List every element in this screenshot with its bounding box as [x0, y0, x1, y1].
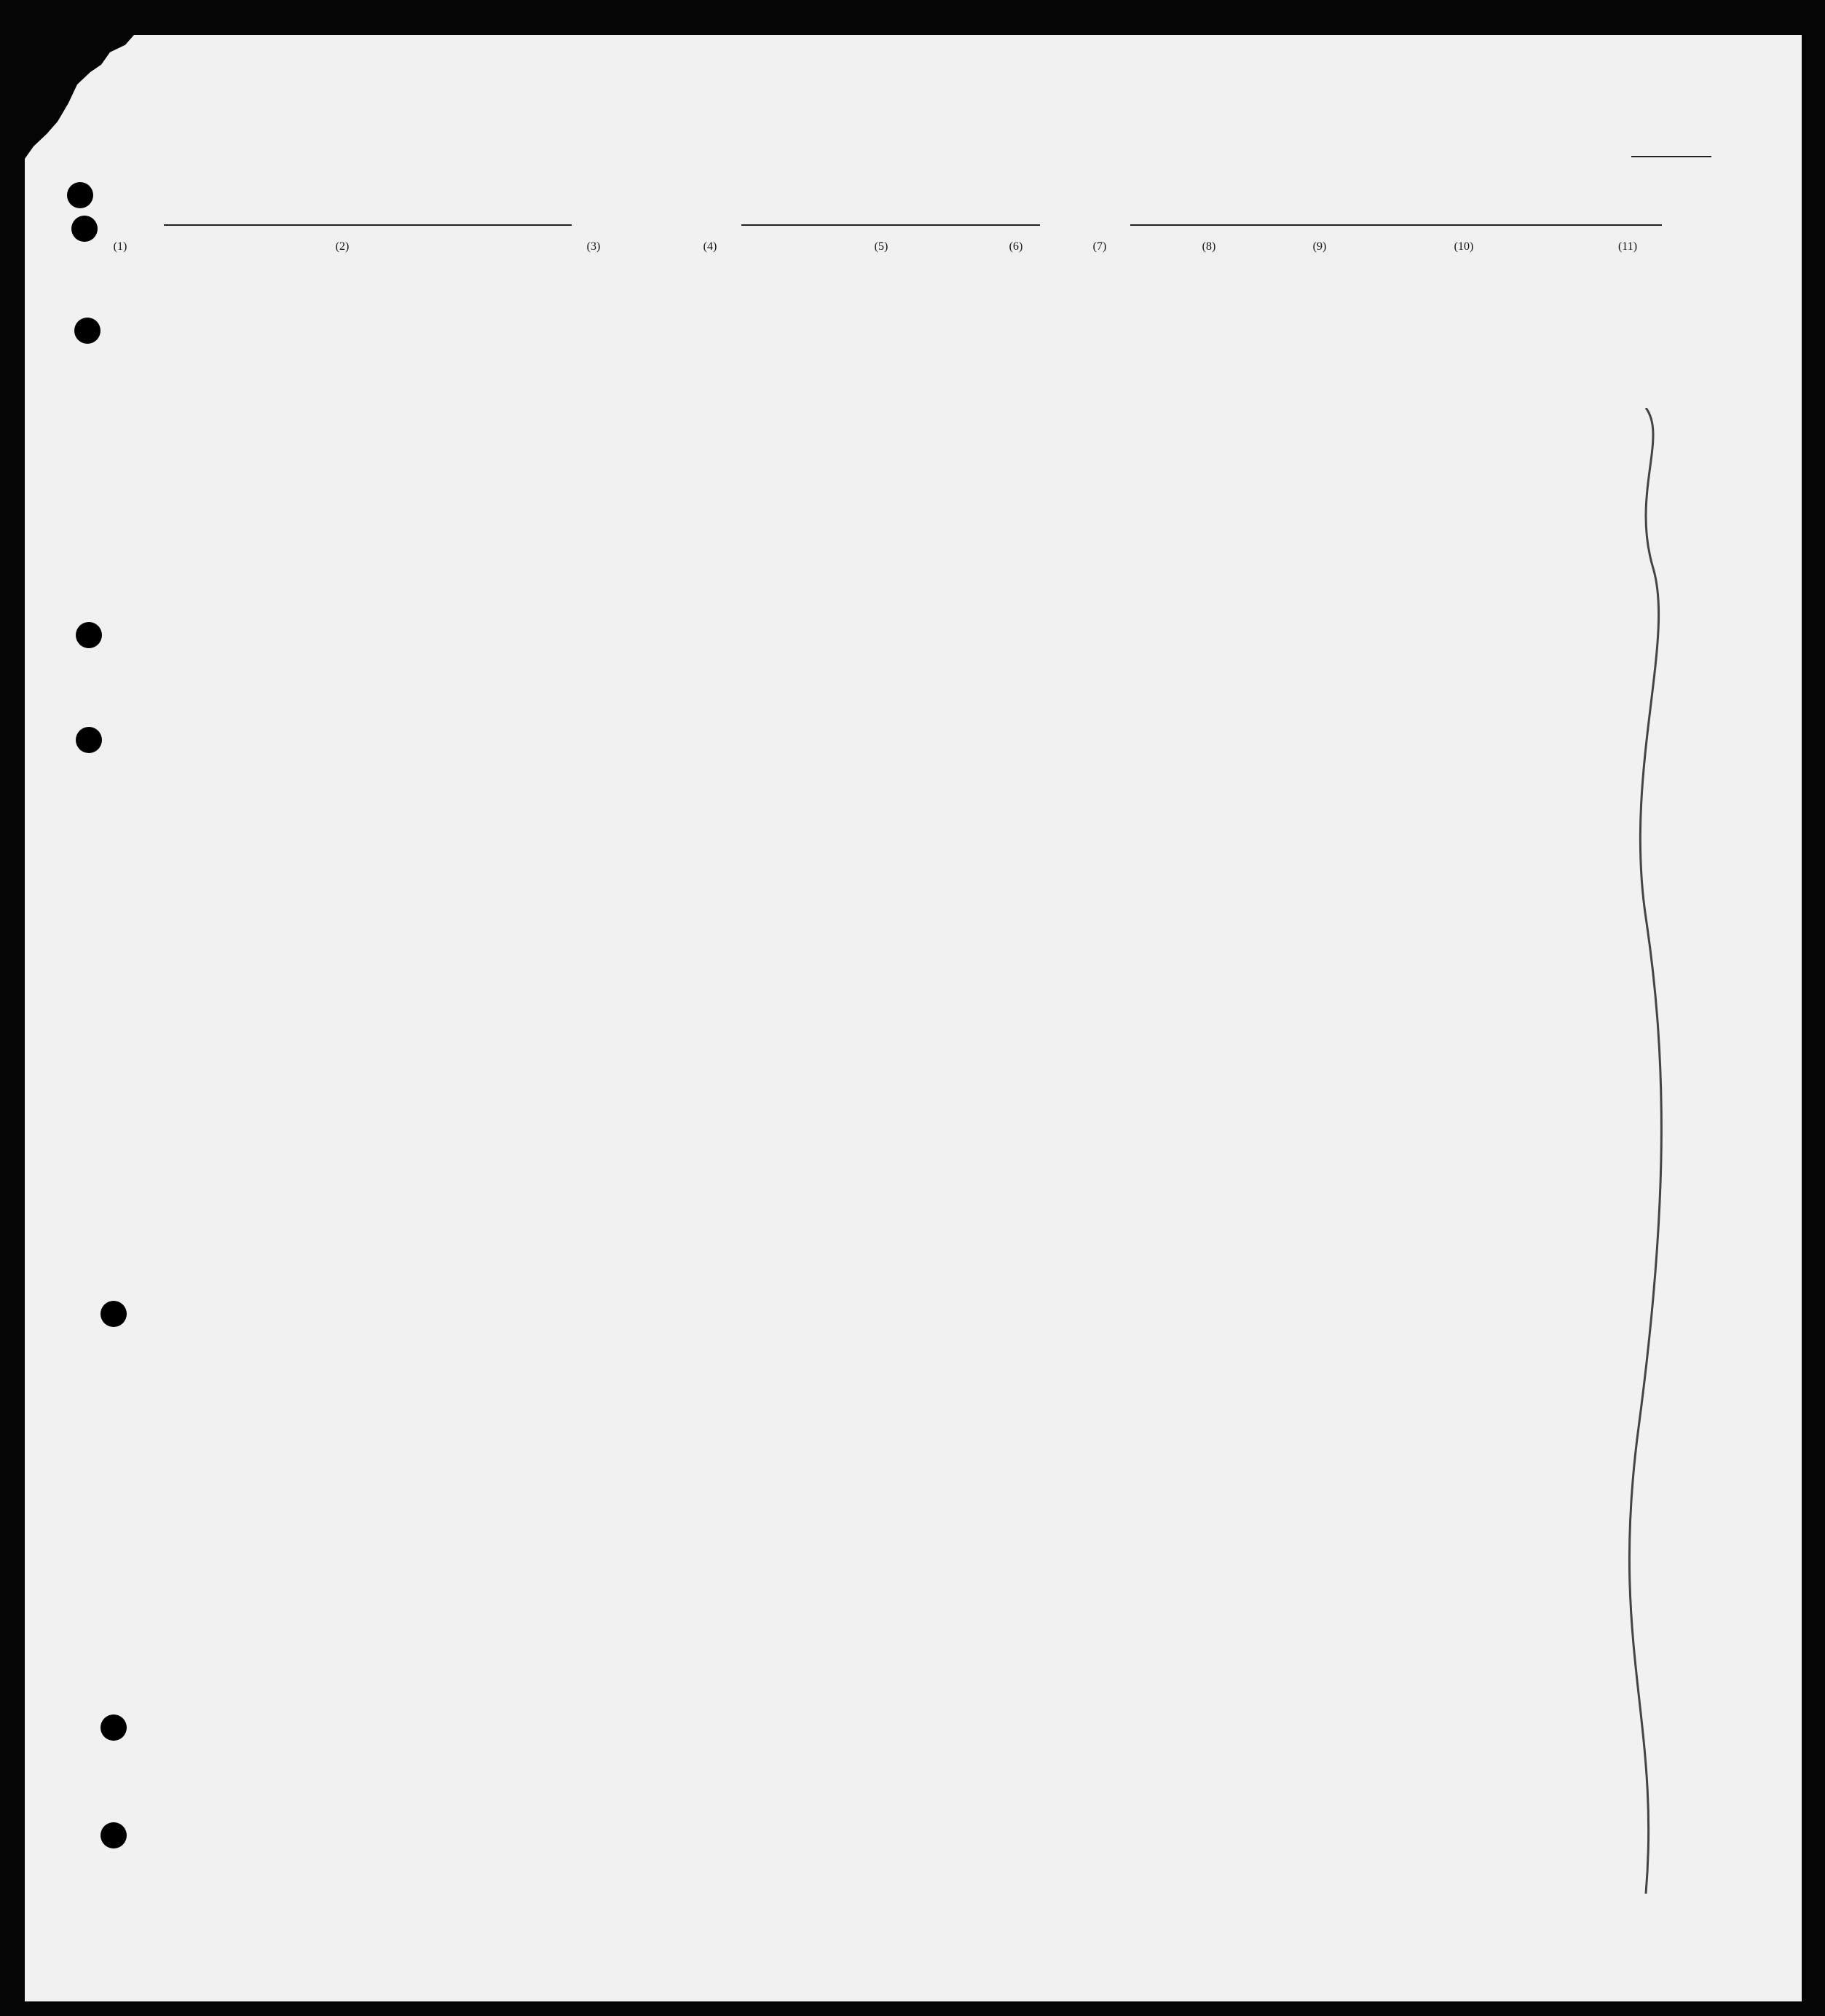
punch-hole	[100, 1822, 127, 1848]
punch-hole	[100, 1714, 127, 1741]
from-underline	[741, 224, 1040, 226]
punch-hole	[100, 1301, 127, 1327]
punch-hole	[71, 216, 98, 242]
vessel-underline	[164, 224, 572, 226]
sheet-underline	[1631, 156, 1711, 157]
remarks-bracket-line	[1602, 408, 1690, 1901]
punch-hole	[76, 727, 102, 753]
manifest-sheet	[25, 35, 1802, 2001]
arriving-underline	[1130, 224, 1662, 226]
punch-hole	[76, 622, 102, 648]
punch-hole	[67, 182, 93, 208]
punch-hole	[74, 318, 100, 344]
